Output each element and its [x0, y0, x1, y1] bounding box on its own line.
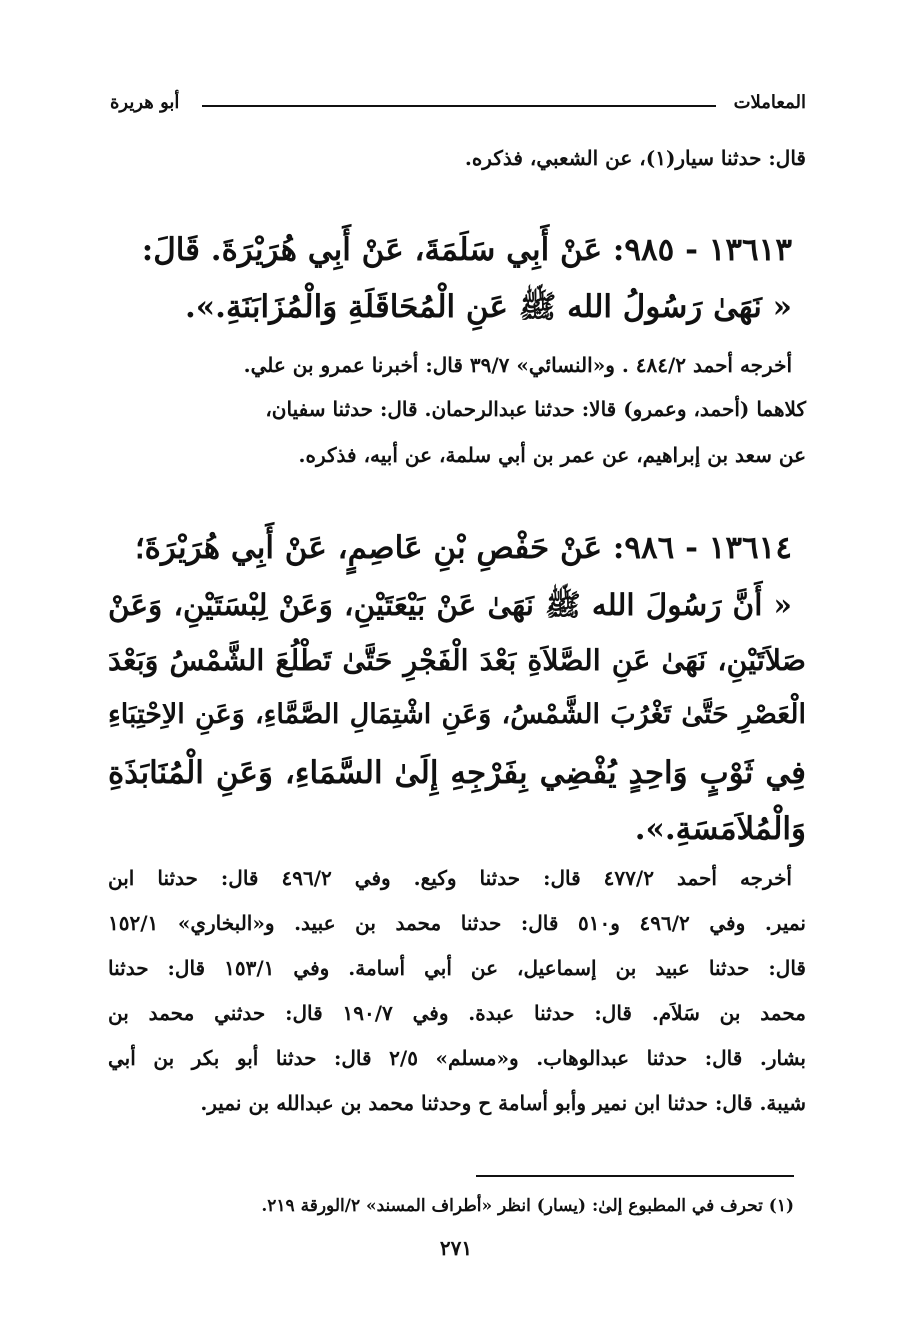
- takhrij-13614-line-4: محمد بن سَلاَم. قال: حدثنا عبدة. وفي ١٩٠/٧ قال: حدثني محمد بن: [108, 1001, 806, 1025]
- takhrij-13614-line-6: شيبة. قال: حدثنا ابن نمير وأبو أسامة ح وحدثنا محمد بن عبدالله بن نمير.: [200, 1091, 806, 1115]
- footnote-rule: [476, 1175, 794, 1177]
- page-number: ٢٧١: [439, 1236, 473, 1260]
- running-header: [110, 92, 806, 122]
- hadith-13614-line-4: الْعَصْرِ حَتَّىٰ تَغْرُبَ الشَّمْسُ، وَعَنِ اشْتِمَالِ الصَّمَّاءِ، وَعَنِ الاِحْتِبَاءِ: [108, 699, 806, 730]
- hadith-13614-line-1: ١٣٦١٤ - ٩٨٦: عَنْ حَفْصِ بْنِ عَاصِمٍ، عَنْ أَبِي هُرَيْرَةَ؛: [134, 530, 792, 566]
- hadith-13614-line-6: وَالْمُلاَمَسَةِ.».: [634, 811, 806, 847]
- hadith-13614-line-3: صَلاَتَيْنِ، نَهَىٰ عَنِ الصَّلاَةِ بَعْدَ الْفَجْرِ حَتَّىٰ تَطْلُعَ الشَّمْسُ وَبَعْدَ: [108, 643, 806, 677]
- chapter-title: المعاملات: [733, 92, 806, 113]
- takhrij-13614-line-5: بشار. قال: حدثنا عبدالوهاب. و«مسلم» ٢/٥ قال: حدثنا أبو بكر بن أبي: [108, 1046, 807, 1070]
- hadith-13613-line-1: ١٣٦١٣ - ٩٨٥: عَنْ أَبِي سَلَمَةَ، عَنْ أَبِي هُرَيْرَةَ. قَالَ:: [141, 232, 792, 268]
- hadith-13614-line-5: فِي ثَوْبٍ وَاحِدٍ يُفْضِي بِفَرْجِهِ إِلَىٰ السَّمَاءِ، وَعَنِ الْمُنَابَذَةِ: [108, 755, 806, 791]
- takhrij-13614-line-1: أخرجه أحمد ٤٧٧/٢ قال: حدثنا وكيع. وفي ٤٩٦/٢ قال: حدثنا ابن: [108, 866, 792, 890]
- takhrij-13613-line-2: كلاهما (أحمد، وعمرو) قالا: حدثنا عبدالرحمان. قال: حدثنا سفيان،: [265, 397, 806, 421]
- hadith-13613-line-2: « نَهَىٰ رَسُولُ الله ﷺ عَنِ الْمُحَاقَلَةِ وَالْمُزَابَنَةِ.».: [184, 289, 792, 325]
- hadith-13614-line-2: « أَنَّ رَسُولَ الله ﷺ نَهَىٰ عَنْ بَيْعَتَيْنِ، وَعَنْ لِبْسَتَيْنِ، وَعَنْ: [108, 587, 792, 622]
- takhrij-13613-line-1: أخرجه أحمد ٤٨٤/٢ . و«النسائي» ٣٩/٧ قال: أخبرنا عمرو بن علي.: [243, 353, 792, 377]
- header-rule: [202, 105, 716, 107]
- takhrij-13614-line-3: قال: حدثنا عبيد بن إسماعيل، عن أبي أسامة. وفي ١٥٣/١ قال: حدثنا: [108, 956, 806, 980]
- takhrij-13614-line-2: نمير. وفي ٤٩٦/٢ و٥١٠ قال: حدثنا محمد بن عبيد. و«البخاري» ١٥٢/١: [108, 911, 806, 935]
- takhrij-13613-line-3: عن سعد بن إبراهيم، عن عمر بن أبي سلمة، عن أبيه، فذكره.: [298, 443, 806, 467]
- section-title: أبو هريرة: [110, 92, 180, 113]
- intro-line: قال: حدثنا سيار(١)، عن الشعبي، فذكره.: [464, 146, 806, 170]
- footnote: (١) تحرف في المطبوع إلىٰ: (يسار) انظر «أطراف المسند» ٢/الورقة ٢١٩.: [261, 1196, 794, 1216]
